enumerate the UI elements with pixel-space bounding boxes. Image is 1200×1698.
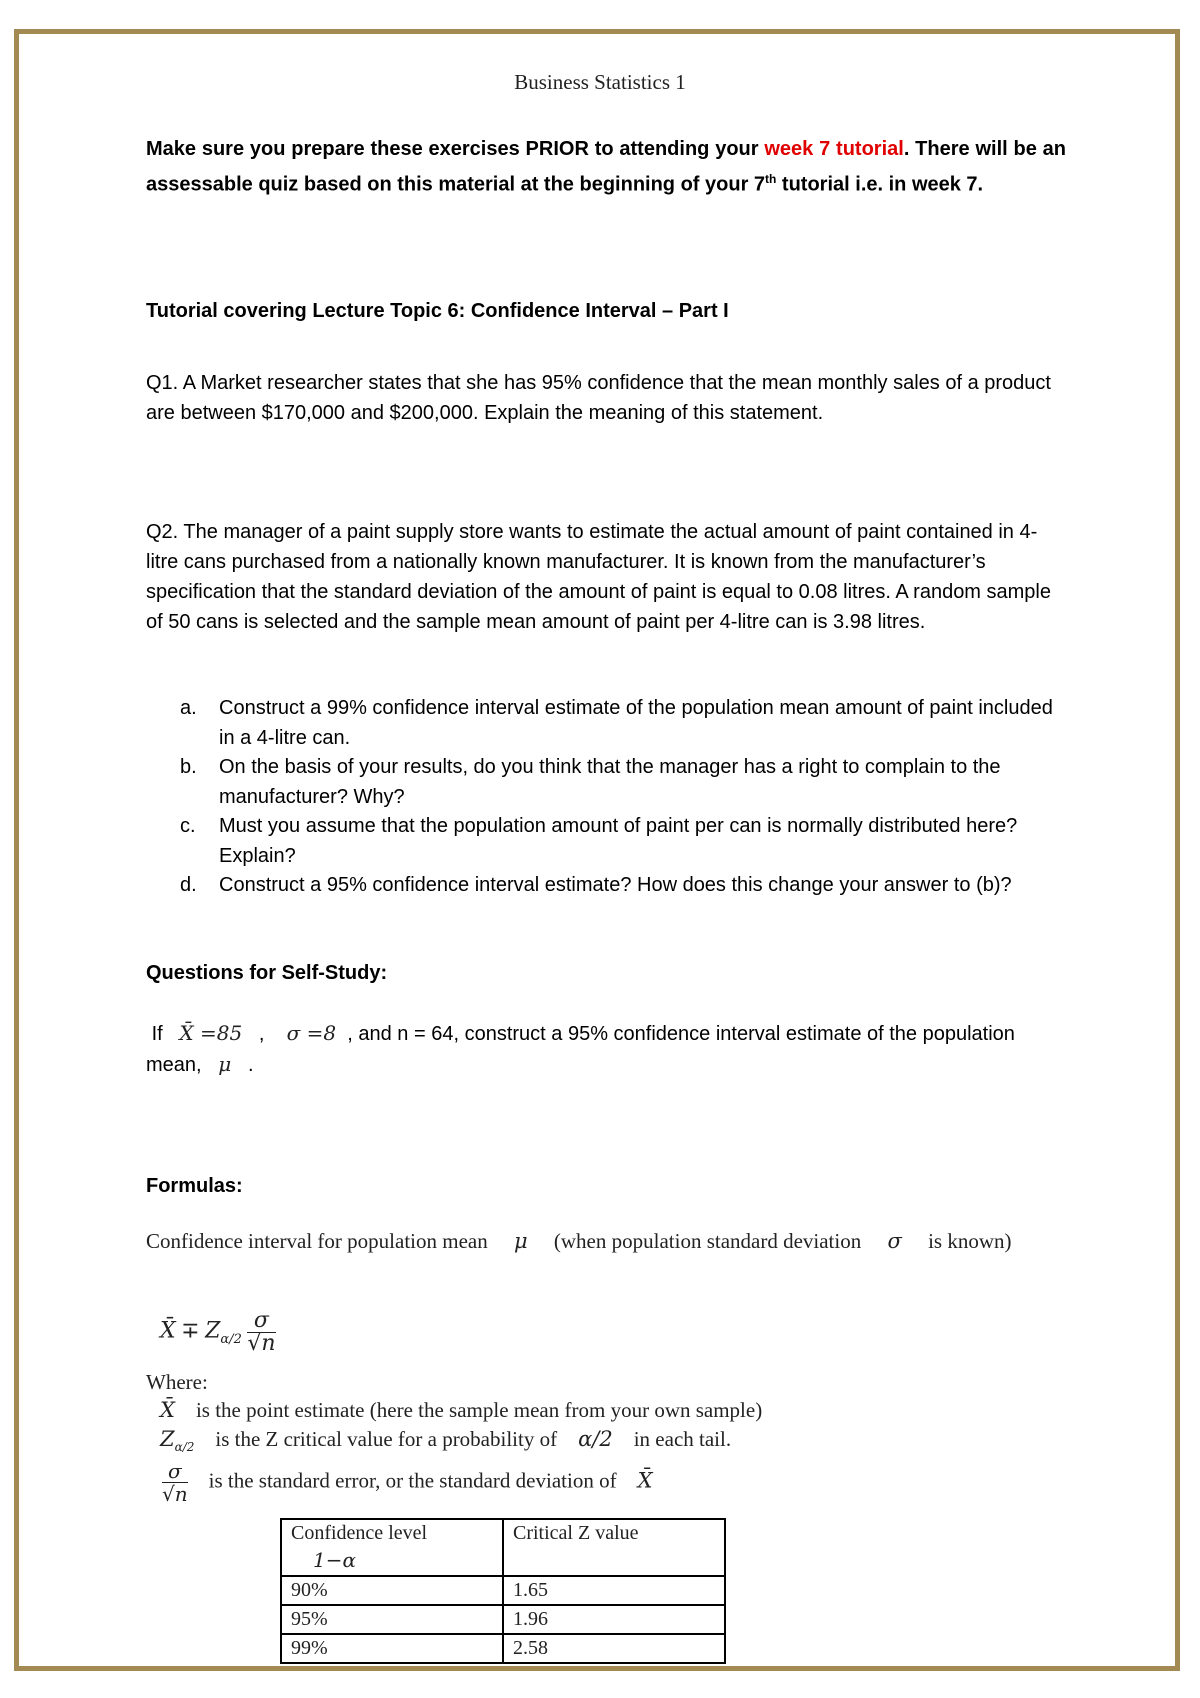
intro-superscript: th [765,172,777,186]
intro-text-2: . There will be an assessable quiz based on this material at the beginning of your 7 [146,138,1066,196]
formula-fraction: $\frac{\sigma}{√n}$ [247,1308,276,1356]
self-study-question: If X̄ =85 , σ =8 , and n = 64, construct a 95% confidence interval estimate of the population mean, μ . [146,1021,1015,1076]
table-header-cell: Critical Z value [503,1519,725,1576]
definition-xbar: X̄ is the point estimate (here the sample mean from your own sample) [160,1398,763,1422]
table-cell: 90% [281,1576,503,1605]
definition-z: $Z_{\alpha/2}$ is the Z critical value for a probability of α/2 in each tail. [160,1427,732,1455]
q1-text: Q1. A Market researcher states that she has 95% confidence that the mean monthly sales of a product are between $170,000 and $200,000. Explain the meaning of this statement. [146,372,1051,424]
page-header: Business Statistics 1 [514,70,686,94]
ci-formula: X̄ ∓ $Z_{\alpha/2}$ $\frac{\sigma}{√n}$ [160,1308,276,1356]
table-cell: 2.58 [503,1634,725,1663]
formulas-heading: Formulas: [146,1175,243,1197]
intro-paragraph [146,134,1066,200]
mu-symbol: μ [218,1052,232,1076]
topic-text: Tutorial covering Lecture Topic 6: Confidence Interval – Part I [146,300,729,322]
question-1 [146,368,1066,428]
table-header-row [281,1519,725,1576]
intro-text-3: tutorial i.e. in week 7. [776,173,984,196]
list-item: c. Must you assume that the population amount of paint per can is normally distributed here? Explain? [180,815,1018,867]
intro-text-1: Make sure you prepare these exercises PRIOR to attending your [146,138,765,160]
list-item: a. Construct a 99% confidence interval estimate of the population mean amount of paint included in a 4-litre can. [180,697,1053,749]
table-header-cell: Confidence level 1−α [281,1519,503,1576]
xbar-eq: X̄ =85 [179,1021,243,1045]
table-cell: 1.96 [503,1605,725,1634]
list-item: d. Construct a 95% confidence interval estimate? How does this change your answer to (b)? [180,874,1012,896]
table-cell: 1.65 [503,1576,725,1605]
table-row [281,1605,725,1634]
table-cell: 95% [281,1605,503,1634]
intro-highlight: week 7 tutorial [764,138,904,160]
table-row [281,1634,725,1663]
table-cell: 99% [281,1634,503,1663]
table-row [281,1576,725,1605]
question-2 [146,517,1066,637]
definition-standard-error: $\frac{\sigma}{√n}$ is the standard error, or the standard deviation of X̄ [162,1459,653,1506]
ci-description: Confidence interval for population mean μ (when population standard deviation σ is known) [146,1229,1012,1253]
critical-z-table [280,1518,726,1664]
list-item: b. On the basis of your results, do you think that the manager has a right to complain to the manufacturer? Why? [180,756,1001,808]
sigma-eq: σ =8 [286,1021,337,1045]
where-label: Where: [146,1370,208,1394]
self-study-heading: Questions for Self-Study: [146,962,388,984]
topic-heading [146,296,1066,326]
q2-text: Q2. The manager of a paint supply store wants to estimate the actual amount of paint contained in 4-litre cans purchased from a nationally known manufacturer. It is known from the manufacturer’s specification that the standard deviation of the amount of paint is equal to 0.08 litres. A random sample of 50 cans is selected and the sample mean amount of paint per 4-litre can is 3.98 litres. [146,521,1051,633]
q2-subquestions [180,694,1065,901]
